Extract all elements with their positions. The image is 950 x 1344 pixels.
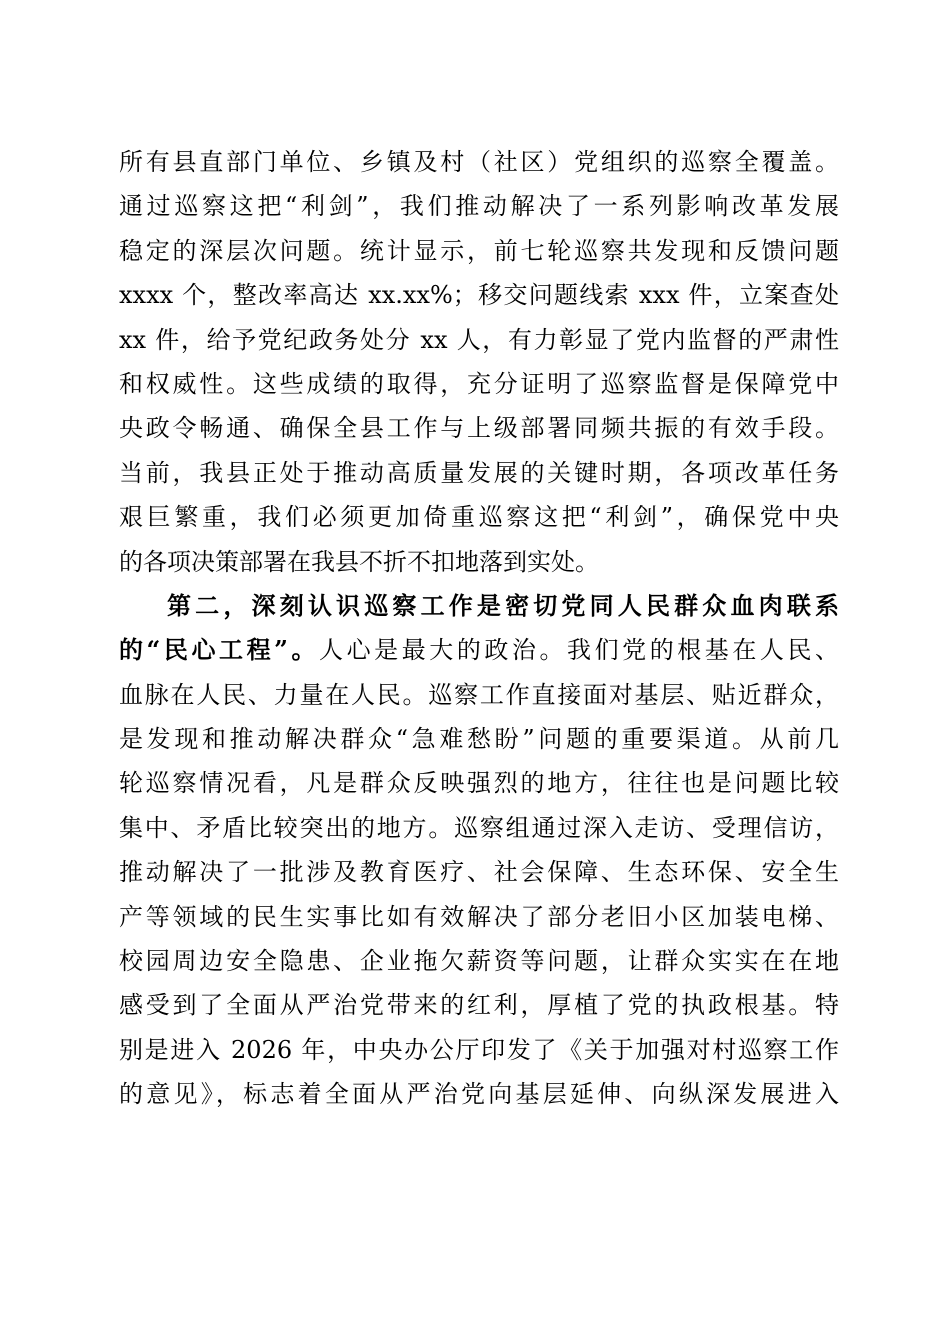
paragraph-line: 和权威性。这些成绩的取得，充分证明了巡察监督是保障党中 (119, 369, 839, 398)
paragraph-line: xxxx 个，整改率高达 xx.xx%；移交问题线索 xxx 件，立案查处 (119, 281, 839, 310)
paragraph-line: 艰巨繁重，我们必须更加倚重巡察这把“利剑”，确保党中央 (119, 503, 839, 532)
paragraph-line: 血脉在人民、力量在人民。巡察工作直接面对基层、贴近群众， (119, 680, 839, 709)
paragraph-line: 是发现和推动解决群众“急难愁盼”问题的重要渠道。从前几 (119, 725, 839, 754)
paragraph-line: 产等领域的民生实事比如有效解决了部分老旧小区加装电梯、 (119, 902, 839, 931)
document-body (119, 140, 839, 1117)
paragraph-line: xx 件，给予党纪政务处分 xx 人，有力彰显了党内监督的严肃性 (119, 325, 839, 354)
paragraph-text: 人心是最大的政治。我们党的根基在人民、 (319, 636, 840, 665)
section-heading: 第二，深刻认识巡察工作是密切党同人民群众血肉联系 (167, 590, 839, 620)
paragraph-line: 校园周边安全隐患、企业拖欠薪资等问题，让群众实实在在地 (119, 947, 839, 976)
paragraph-line: 通过巡察这把“利剑”，我们推动解决了一系列影响改革发展 (119, 192, 839, 221)
paragraph-line: 当前，我县正处于推动高质量发展的关键时期，各项改革任务 (119, 458, 839, 487)
paragraph-line: 稳定的深层次问题。统计显示，前七轮巡察共发现和反馈问题 (119, 236, 839, 265)
paragraph-line: 感受到了全面从严治党带来的红利，厚植了党的执政根基。特 (119, 991, 839, 1020)
paragraph-line: 集中、矛盾比较突出的地方。巡察组通过深入走访、受理信访， (119, 813, 839, 842)
paragraph-1 (119, 140, 839, 584)
paragraph-line: 所有县直部门单位、乡镇及村（社区）党组织的巡察全覆盖。 (119, 148, 839, 176)
paragraph-line: 的意见》，标志着全面从严治党向基层延伸、向纵深发展进入 (119, 1080, 839, 1109)
paragraph-line: 的各项决策部署在我县不折不扣地落到实处。 (119, 547, 599, 576)
paragraph-line: 推动解决了一批涉及教育医疗、社会保障、生态环保、安全生 (119, 858, 839, 887)
paragraph-line (119, 628, 839, 672)
paragraph-line: 别是进入 2026 年，中央办公厅印发了《关于加强对村巡察工作 (119, 1035, 839, 1064)
section-heading-continued: 的“民心工程”。 (119, 635, 320, 665)
paragraph-line: 轮巡察情况看，凡是群众反映强烈的地方，往往也是问题比较 (119, 769, 839, 798)
paragraph-2 (119, 584, 839, 1117)
paragraph-line: 央政令畅通、确保全县工作与上级部署同频共振的有效手段。 (119, 414, 839, 443)
